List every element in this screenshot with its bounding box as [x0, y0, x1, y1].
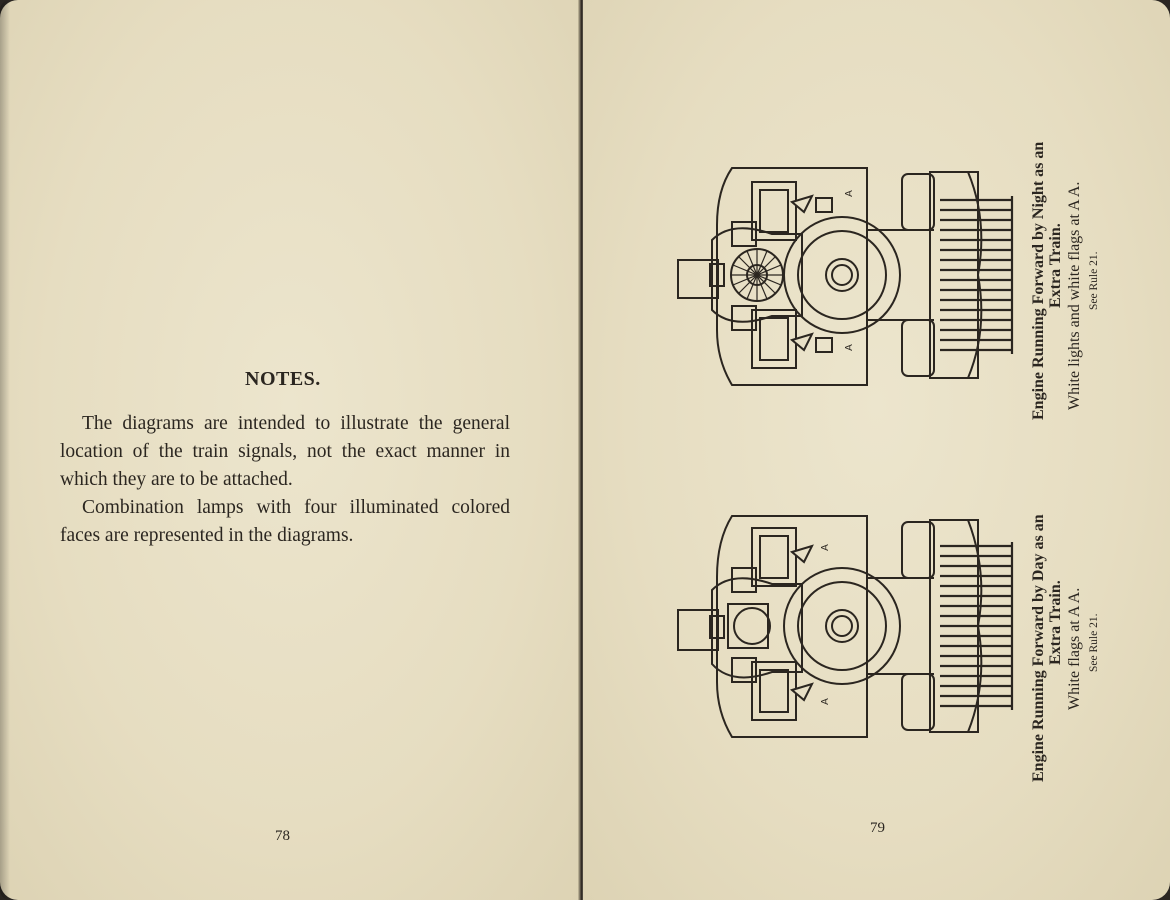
smokebox-hub [832, 616, 852, 636]
cab-window-top-inner [760, 536, 788, 578]
day-caption-line1: Engine Running Forward by Day as an [1030, 514, 1047, 782]
cab-outline [717, 168, 867, 385]
cowcatcher-bars [940, 542, 1012, 710]
cowcatcher-bars [940, 196, 1012, 354]
smokebox-door [826, 259, 858, 291]
left-page [0, 0, 580, 900]
night-caption-line4: See Rule 21. [1088, 251, 1100, 310]
smokebox-ring [798, 231, 886, 319]
right-page [583, 0, 1170, 900]
smokebox-door [826, 610, 858, 642]
day-caption-line2: Extra Train. [1047, 580, 1064, 665]
lamp-bottom [816, 338, 832, 352]
cab-window-bottom-inner [760, 670, 788, 712]
marker-day-top: A [819, 544, 831, 551]
marker-night-bottom: A [843, 344, 855, 351]
night-caption-line3: White lights and white flags at A A. [1066, 181, 1083, 410]
cab-outline [717, 516, 867, 737]
smokebox-hub [832, 265, 852, 285]
night-caption-line1: Engine Running Forward by Night as an [1030, 141, 1047, 420]
notes-paragraph-1: The diagrams are intended to illustrate the general location of the train signals, not the exact manner in which they are to be attached. [60, 413, 510, 490]
notes-paragraph-2: Combination lamps with four illuminated colored faces are represented in the diagrams. [60, 497, 510, 546]
notes-heading: NOTES. [245, 368, 321, 390]
page-number-left: 78 [275, 828, 290, 844]
marker-night-top: A [843, 190, 855, 197]
page-edge-shadow [0, 0, 10, 900]
day-caption-line4: See Rule 21. [1088, 613, 1100, 672]
engine-day-diagram [672, 512, 1022, 744]
smokebox-ring [798, 582, 886, 670]
cab-window-top-inner [760, 190, 788, 232]
cab-window-bottom-inner [760, 318, 788, 360]
lamp-top [816, 198, 832, 212]
marker-day-bottom: A [819, 698, 831, 705]
headlight [734, 608, 770, 644]
pilot-nose [968, 172, 981, 378]
day-caption-line3: White flags at A A. [1066, 587, 1083, 710]
night-caption-line2: Extra Train. [1047, 223, 1064, 308]
pilot-beam [930, 172, 978, 378]
page-number-right: 79 [870, 820, 885, 836]
